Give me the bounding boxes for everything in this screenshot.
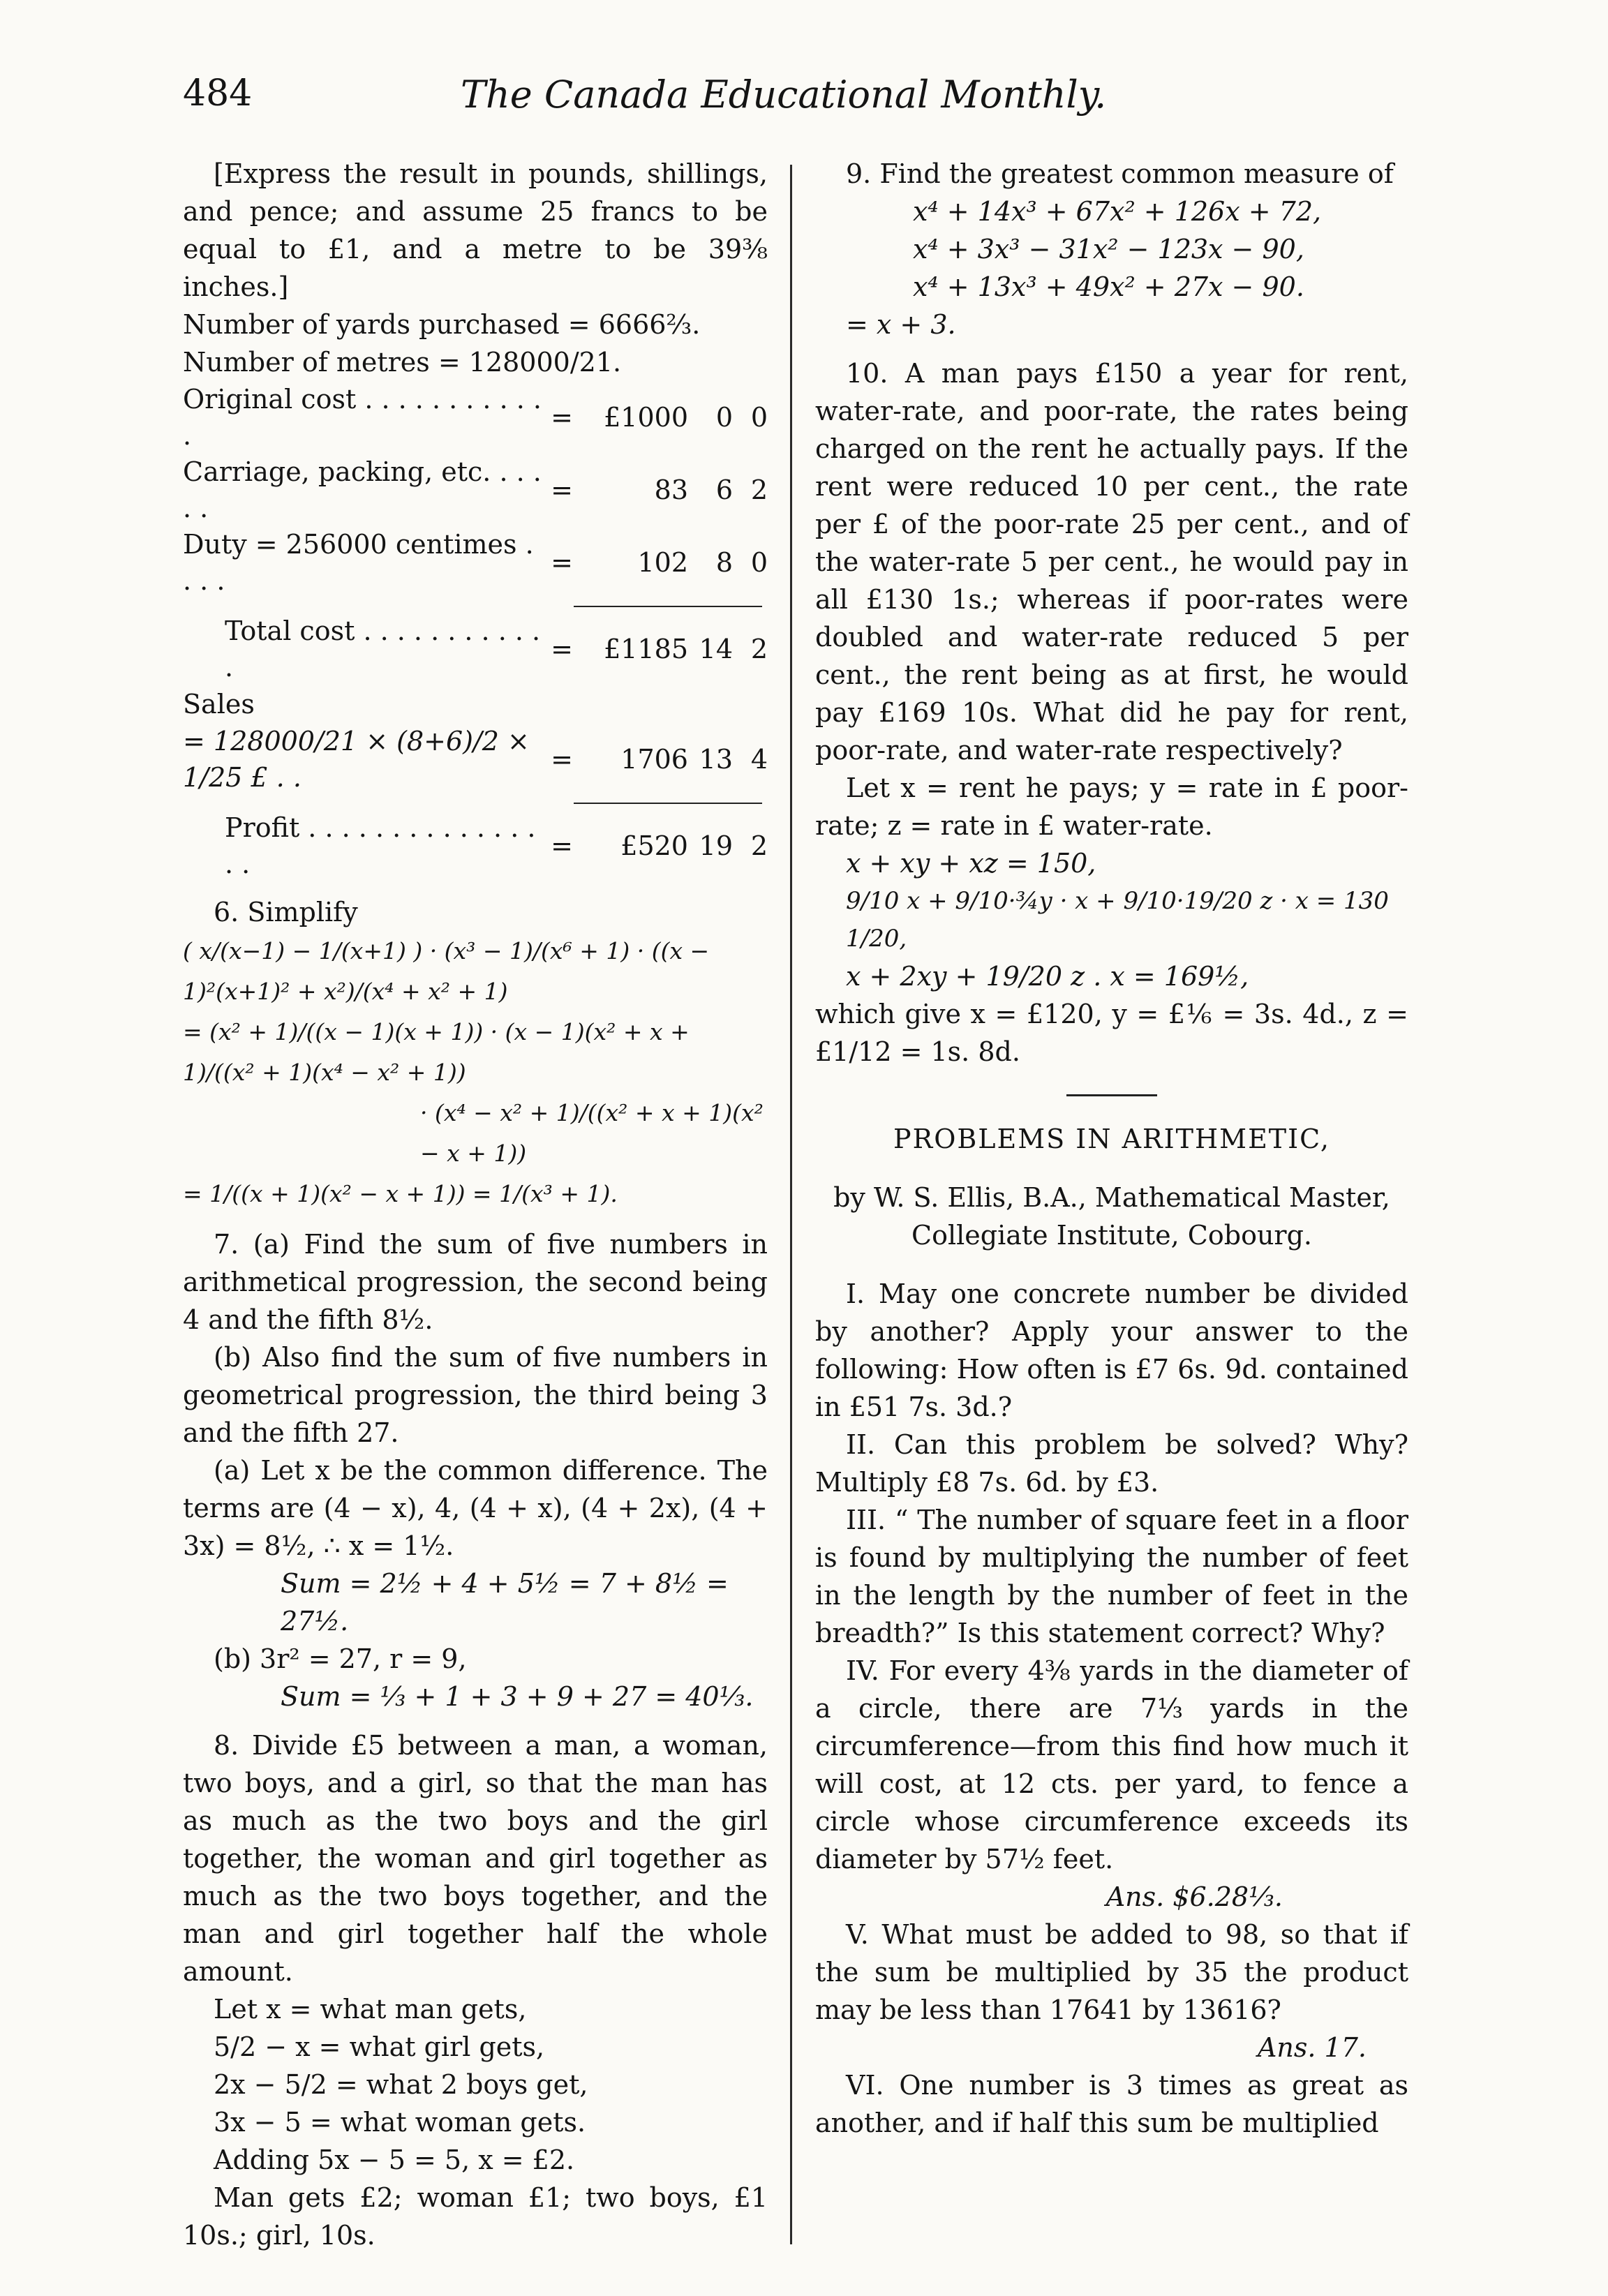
ledger-pounds: £520 (620, 830, 688, 861)
ledger-label: Duty = 256000 centimes . . . . (183, 529, 534, 596)
profit-label: Profit . . . . . . . . . . . . . . . . (225, 812, 536, 879)
q9-expression: x⁴ + 14x³ + 67x² + 126x + 72, (913, 196, 1322, 227)
right-column (815, 155, 1408, 2142)
sum-rule (574, 606, 762, 607)
q8-answer: Man gets £2; woman £1; two boys, £1 10s.; girl, 10s. (183, 2182, 768, 2251)
section-title: PROBLEMS IN ARITHMETIC, (893, 1124, 1330, 1154)
q7-solution-a: (a) Let x be the common difference. The terms are (4 − x), 4, (4 + x), (4 + 2x), (4 + 3x) = 8½, ∴ x = 1½. (183, 1455, 768, 1561)
q10-equation: x + xy + xz = 150, (846, 848, 1096, 879)
ledger-pounds: 1706 (620, 744, 688, 775)
ledger-shillings: 0 (715, 402, 733, 433)
byline: by W. S. Ellis, B.A., Mathematical Master, (833, 1182, 1390, 1213)
q10: 10. A man pays £150 a year for rent, water-rate, and poor-rate, the rates being charged on the rent he actually pays. If the rent were reduced 10 per cent., the rate per £ of the poor-rate 25 per cent., and of the water-rate 5 per cent., he would pay in all £130 1s.; whereas if poor-rates were doubled and water-rate reduced 5 per cent., the rent being as at first, he would pay £169 10s. What did he pay for rent, poor-rate, and water-rate respectively? (815, 358, 1408, 766)
ledger-pence: 2 (750, 634, 768, 664)
q9-title: 9. Find the greatest common measure of (846, 158, 1394, 189)
problem-5-answer: Ans. 17. (1257, 2032, 1367, 2063)
profit-ledger (183, 810, 768, 882)
total-ledger (183, 613, 768, 685)
q6-title: 6. Simplify (214, 897, 358, 927)
ledger-eq: = (551, 744, 573, 775)
ledger-eq: = (551, 402, 573, 433)
total-label: Total cost . . . . . . . . . . . . (225, 616, 541, 683)
profit-row (183, 810, 768, 882)
sales-label: Sales (183, 689, 255, 720)
q6-line: · (x⁴ − x² + 1)/((x² + x + 1)(x² − x + 1)) (420, 1099, 764, 1167)
ledger-pounds: £1185 (604, 634, 688, 664)
ledger-shillings: 8 (715, 547, 733, 578)
ledger-shillings: 6 (715, 475, 733, 505)
q10-let: Let x = rent he pays; y = rate in £ poor-rate; z = rate in £ water-rate. (815, 773, 1408, 841)
page-number: 484 (183, 73, 253, 114)
cost-ledger (183, 381, 768, 599)
ledger-eq: = (551, 634, 573, 664)
problem-3: III. “ The number of square feet in a floor is found by multiplying the number of feet in the length by the number of feet in the breadth?” Is this statement correct? Why? (815, 1505, 1408, 1648)
section-rule (1066, 1094, 1157, 1096)
ledger-row (183, 381, 768, 454)
yards-line: Number of yards purchased = 6666⅔. (183, 309, 701, 340)
q10-equation: x + 2xy + 19/20 z . x = 169½, (846, 961, 1249, 992)
ledger-pence: 2 (750, 830, 768, 861)
ledger-label: Carriage, packing, etc. . . . . . (183, 456, 542, 523)
problem-6: VI. One number is 3 times as great as another, and if half this sum be multiplied (815, 2070, 1408, 2138)
byline: Collegiate Institute, Cobourg. (911, 1220, 1312, 1251)
ledger-pence: 0 (750, 547, 768, 578)
q8-line: 2x − 5/2 = what 2 boys get, (214, 2069, 588, 2100)
ledger-pence: 2 (750, 475, 768, 505)
column-divider (790, 165, 792, 2244)
ledger-pence: 0 (750, 402, 768, 433)
q6-line: ( x/(x−1) − 1/(x+1) ) · (x³ − 1)/(x⁶ + 1) · ((x − 1)²(x+1)² + x²)/(x⁴ + x² + 1) (183, 937, 710, 1005)
q6-line: = (x² + 1)/((x − 1)(x + 1)) · (x − 1)(x² + x + 1)/((x² + 1)(x⁴ − x² + 1)) (183, 1018, 690, 1086)
ledger-pence: 4 (750, 744, 768, 775)
ledger-shillings: 13 (699, 744, 733, 775)
q7-solution-b: (b) 3r² = 27, r = 9, (214, 1643, 467, 1674)
ledger-shillings: 14 (699, 634, 733, 664)
ledger-pounds: 83 (654, 475, 688, 505)
sum-rule (574, 803, 762, 804)
ledger-pounds: £1000 (604, 402, 688, 433)
problem-2: II. Can this problem be solved? Why? Multiply £8 7s. 6d. by £3. (815, 1429, 1408, 1498)
left-column (183, 155, 768, 2254)
q7-sum-a: Sum = 2½ + 4 + 5½ = 7 + 8½ = 27½. (281, 1568, 729, 1637)
ledger-pounds: 102 (637, 547, 688, 578)
q7a: 7. (a) Find the sum of five numbers in arithmetical progression, the second being 4 and the fifth 8½. (183, 1229, 768, 1335)
problem-1: I. May one concrete number be divided by another? Apply your answer to the following: How often is £7 6s. 9d. contained in £51 7s. 3d.? (815, 1279, 1408, 1422)
problem-4-answer: Ans. $6.28⅓. (1106, 1881, 1283, 1912)
q8-line: 5/2 − x = what girl gets, (214, 2032, 545, 2062)
metres-line: Number of metres = 128000/21. (183, 347, 622, 378)
ledger-label: Original cost . . . . . . . . . . . . (183, 384, 542, 451)
total-row (183, 613, 768, 685)
q8-line: Adding 5x − 5 = 5, x = £2. (214, 2145, 575, 2175)
note-paragraph: [Express the result in pounds, shillings, and pence; and assume 25 francs to be equal to £1, and a metre to be 39⅜ inches.] (183, 158, 768, 302)
problem-5: V. What must be added to 98, so that if the sum be multiplied by 35 the product may be less than 17641 by 13616? (815, 1919, 1408, 2025)
q9-answer: = x + 3. (846, 309, 956, 340)
q7b: (b) Also find the sum of five numbers in geometrical progression, the third being 3 and the fifth 27. (183, 1342, 768, 1448)
sales-expression: = 128000/21 × (8+6)/2 × 1/25 £ . . (183, 726, 530, 793)
ledger-row (183, 454, 768, 526)
sales-row (183, 723, 768, 796)
q9-expression: x⁴ + 13x³ + 49x² + 27x − 90. (913, 271, 1304, 302)
q8-line: 3x − 5 = what woman gets. (214, 2107, 586, 2138)
ledger-eq: = (551, 830, 573, 861)
q8-line: Let x = what man gets, (214, 1994, 527, 2025)
q6-line: = 1/((x + 1)(x² − x + 1)) = 1/(x³ + 1). (183, 1180, 618, 1207)
ledger-shillings: 19 (699, 830, 733, 861)
q9-expression: x⁴ + 3x³ − 31x² − 123x − 90, (913, 234, 1304, 264)
q10-equation: 9/10 x + 9/10·¾y · x + 9/10·19/20 z · x = 130 1/20, (846, 887, 1389, 953)
running-title: The Canada Educational Monthly. (461, 73, 1107, 117)
ledger-eq: = (551, 547, 573, 578)
problem-4: IV. For every 4⅜ yards in the diameter of a circle, there are 7⅓ yards in the circumference—from this find how much it will cost, at 12 cts. per yard, to fence a circle whose circumference exceeds its diameter by 57½ feet. (815, 1655, 1408, 1874)
ledger-row (183, 526, 768, 599)
q8: 8. Divide £5 between a man, a woman, two boys, and a girl, so that the man has as much as the two boys and the girl together, the woman and girl together as much as the two boys together, and the man and girl together half the whole amount. (183, 1730, 768, 1987)
sales-ledger (183, 723, 768, 796)
q10-answer: which give x = £120, y = £⅙ = 3s. 4d., z = £1/12 = 1s. 8d. (815, 999, 1408, 1067)
ledger-eq: = (551, 475, 573, 505)
q7-sum-b: Sum = ⅓ + 1 + 3 + 9 + 27 = 40⅓. (281, 1681, 754, 1712)
page-header (0, 73, 1608, 128)
